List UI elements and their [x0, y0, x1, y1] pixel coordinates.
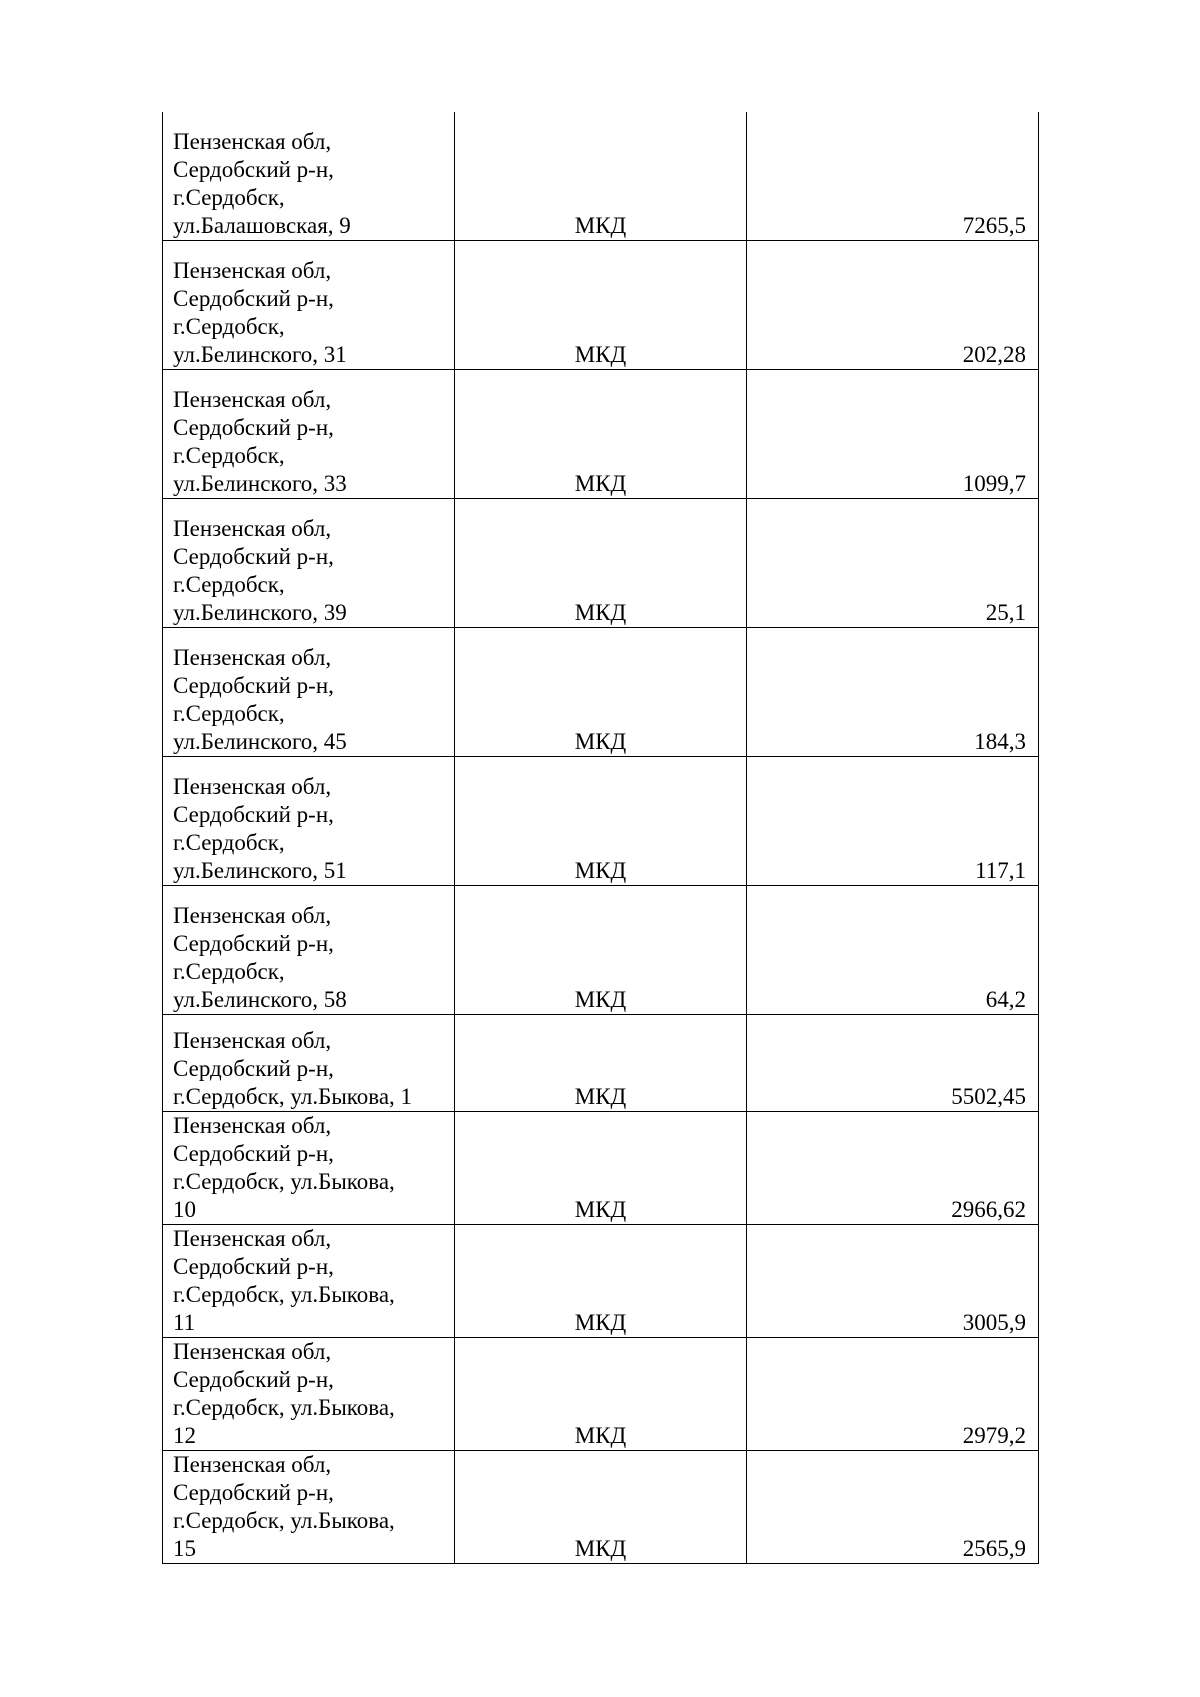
type-cell: МКД [455, 886, 747, 1015]
table-row [163, 628, 1039, 757]
address-cell: Пензенская обл, Сердобский р-н, г.Сердобск, ул.Белинского, 45 [163, 628, 455, 757]
table-row [163, 370, 1039, 499]
address-cell: Пензенская обл, Сердобский р-н, г.Сердобск, ул.Быкова, 15 [163, 1451, 455, 1564]
value-cell: 117,1 [747, 757, 1039, 886]
table-row [163, 1225, 1039, 1338]
address-cell: Пензенская обл, Сердобский р-н, г.Сердобск, ул.Быкова, 11 [163, 1225, 455, 1338]
value-cell: 2966,62 [747, 1112, 1039, 1225]
table-body [163, 112, 1039, 1564]
document-table-container [162, 112, 1038, 1564]
type-cell: МКД [455, 499, 747, 628]
type-cell: МКД [455, 1015, 747, 1112]
address-cell: Пензенская обл, Сердобский р-н, г.Сердобск, ул.Белинского, 51 [163, 757, 455, 886]
value-cell: 7265,5 [747, 112, 1039, 241]
type-cell: МКД [455, 112, 747, 241]
type-cell: МКД [455, 1225, 747, 1338]
type-cell: МКД [455, 370, 747, 499]
type-cell: МКД [455, 1112, 747, 1225]
table-row [163, 757, 1039, 886]
type-cell: МКД [455, 628, 747, 757]
address-cell: Пензенская обл, Сердобский р-н, г.Сердобск, ул.Белинского, 39 [163, 499, 455, 628]
address-cell: Пензенская обл, Сердобский р-н, г.Сердобск, ул.Балашовская, 9 [163, 112, 455, 241]
value-cell: 3005,9 [747, 1225, 1039, 1338]
value-cell: 202,28 [747, 241, 1039, 370]
type-cell: МКД [455, 1451, 747, 1564]
table-row [163, 1015, 1039, 1112]
value-cell: 184,3 [747, 628, 1039, 757]
table-row [163, 499, 1039, 628]
value-cell: 64,2 [747, 886, 1039, 1015]
value-cell: 1099,7 [747, 370, 1039, 499]
address-cell: Пензенская обл, Сердобский р-н, г.Сердобск, ул.Быкова, 1 [163, 1015, 455, 1112]
address-cell: Пензенская обл, Сердобский р-н, г.Сердобск, ул.Быкова, 10 [163, 1112, 455, 1225]
address-cell: Пензенская обл, Сердобский р-н, г.Сердобск, ул.Белинского, 33 [163, 370, 455, 499]
address-cell: Пензенская обл, Сердобский р-н, г.Сердобск, ул.Белинского, 58 [163, 886, 455, 1015]
table-row [163, 1112, 1039, 1225]
value-cell: 2979,2 [747, 1338, 1039, 1451]
address-cell: Пензенская обл, Сердобский р-н, г.Сердобск, ул.Белинского, 31 [163, 241, 455, 370]
table-row [163, 1338, 1039, 1451]
property-table [162, 112, 1039, 1564]
table-row [163, 1451, 1039, 1564]
table-row [163, 112, 1039, 241]
table-row [163, 241, 1039, 370]
type-cell: МКД [455, 1338, 747, 1451]
type-cell: МКД [455, 241, 747, 370]
type-cell: МКД [455, 757, 747, 886]
value-cell: 5502,45 [747, 1015, 1039, 1112]
address-cell: Пензенская обл, Сердобский р-н, г.Сердобск, ул.Быкова, 12 [163, 1338, 455, 1451]
value-cell: 2565,9 [747, 1451, 1039, 1564]
table-row [163, 886, 1039, 1015]
value-cell: 25,1 [747, 499, 1039, 628]
